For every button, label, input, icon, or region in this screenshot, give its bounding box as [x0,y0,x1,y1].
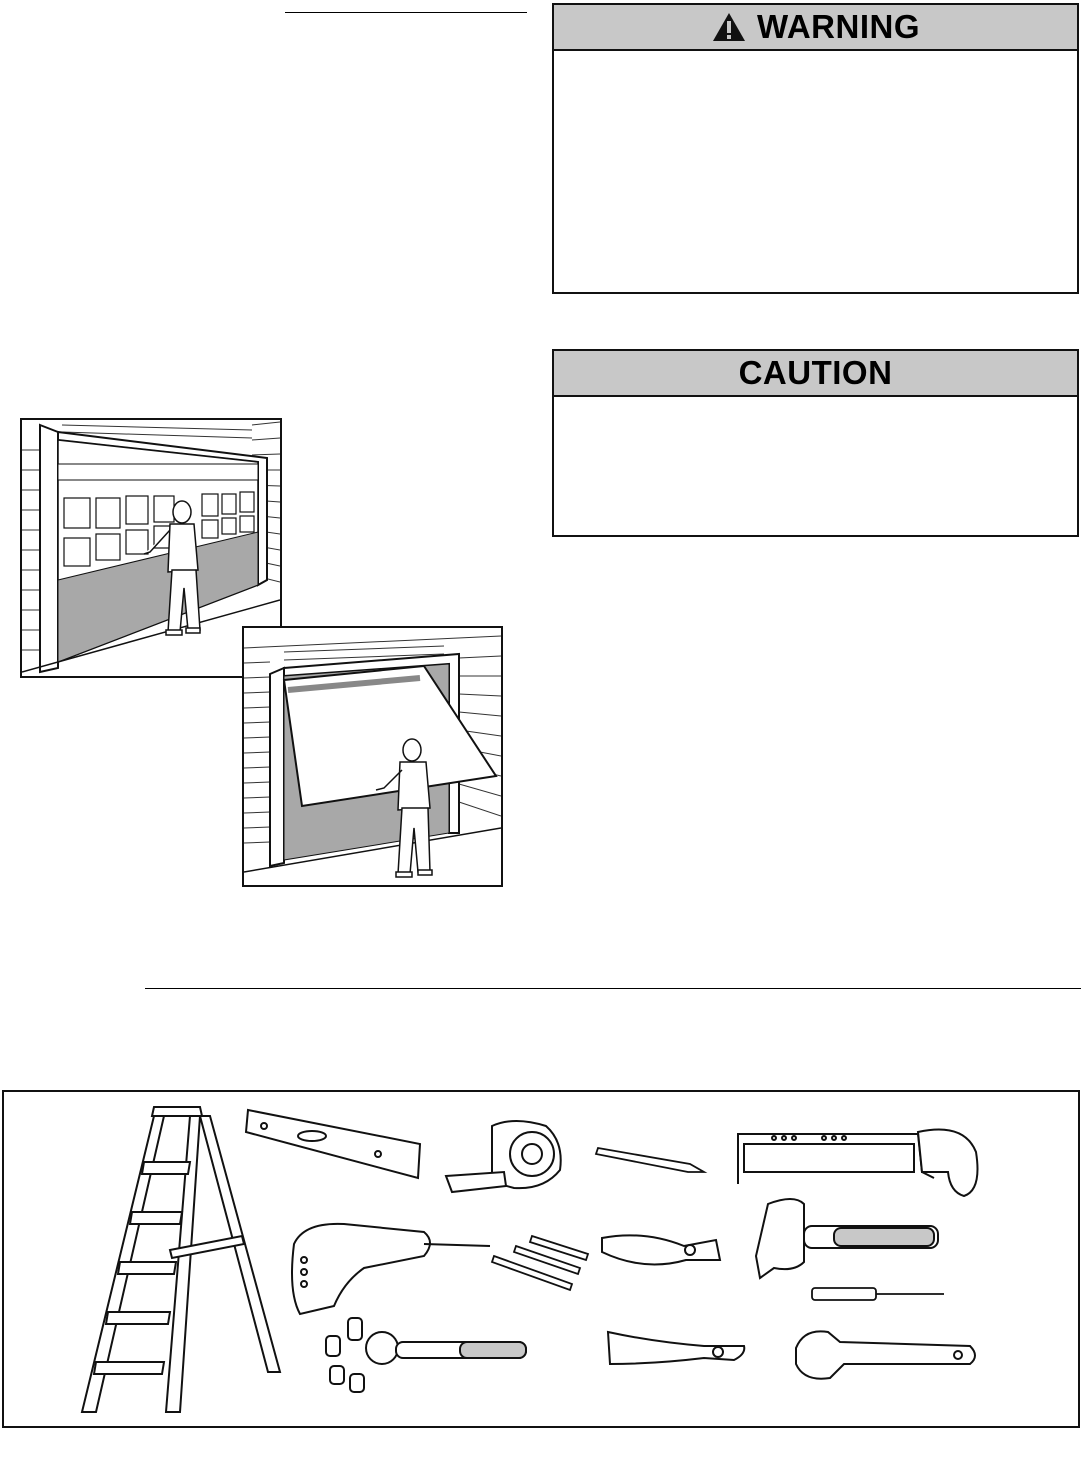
hacksaw-icon [738,1130,978,1197]
caution-header [554,351,1077,397]
tape-measure-icon [446,1121,561,1192]
screwdriver-icon [812,1288,944,1300]
caution-box [552,349,1079,537]
warning-box [552,3,1079,294]
drill-icon [292,1224,490,1314]
adjustable-wrench-icon [796,1331,975,1378]
section-rule [145,988,1081,989]
warning-header [554,5,1077,51]
hammer-icon [756,1199,938,1278]
top-rule [285,12,527,13]
ladder-icon [82,1107,280,1412]
one-piece-door-illustration [242,626,503,887]
diagonal-cutters-icon [602,1235,720,1264]
level-icon [246,1110,420,1178]
drill-bits-icon [492,1236,588,1290]
tools-illustration [2,1090,1080,1428]
warning-title: WARNING [757,8,920,45]
pencil-icon [596,1148,704,1172]
caution-title: CAUTION [738,354,893,391]
pliers-icon [608,1332,744,1364]
warning-triangle-icon [711,11,747,43]
socket-wrench-icon [326,1318,526,1392]
